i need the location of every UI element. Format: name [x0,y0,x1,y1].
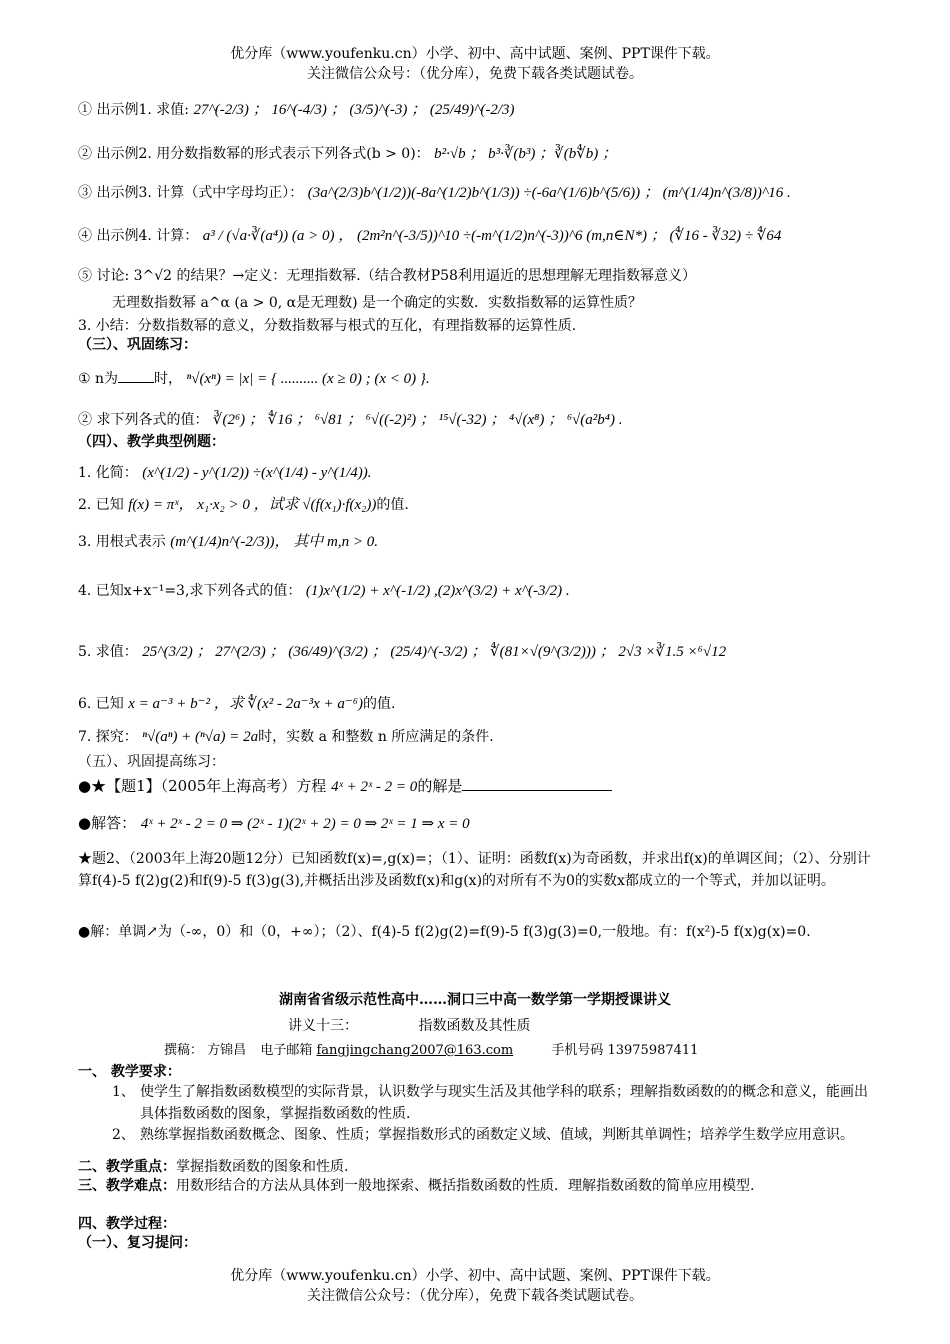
problem-2: ★题2、（2003年上海20题12分）已知函数f(x)=,g(x)=；（1）、证明：函数f(x)为奇函数，并求出f(x)的单调区间；（2）、分别计算f(4)-5 f(2)g(2)和f(9)-5 f(3)g(3),并概括出涉及函数f(x)和g(x)的对所有不为0的实数x都成立的一个等式，并加以证明。 [78,851,871,889]
example-item-6 [78,694,395,714]
practice-1 [78,368,430,389]
example-item-6-label: 6. 已知 [78,696,124,712]
email-link[interactable]: fangjingchang2007@163.com [316,1043,514,1058]
example-4 [78,226,781,246]
answer-blank[interactable] [118,368,154,383]
practice-1-mid: 时， [154,371,183,387]
section-3-title: （三）、巩固练习： [78,337,197,353]
practice-2-math: ∛(2⁶) ； ∜16 ； ⁶√81 ； ⁶√((-2)²) ； ¹⁵√(-32) ； ⁴√(x⁸) ； ⁶√(a²b⁴) . [212,412,623,428]
footer-line-2: 关注微信公众号：（优分库），免费下载各类试题试卷。 [307,1288,643,1304]
process-title: 四、教学过程： [78,1216,176,1232]
example-3 [78,183,791,203]
example-item-6-math: x = a⁻³ + b⁻² ，求 ∜(x² - 2a⁻³x + a⁻⁶) [128,696,364,712]
example-item-4-label: 4. 已知x+x⁻¹=3,求下列各式的值： [78,583,302,599]
example-2-label: ② 出示例2. 用分数指数幂的形式表示下列各式(b > 0)： [78,146,430,162]
answer-1 [78,813,470,834]
example-item-4 [78,581,570,601]
example-item-7-math: ⁿ√(aⁿ) + (ⁿ√a) = 2a [142,729,259,745]
problem-1-blank[interactable] [462,776,612,791]
example-item-3-label: 3. 用根式表示 [78,534,166,550]
lecture-title-row [288,1016,530,1036]
example-1-label: ① 出示例1. 求值: [78,102,189,118]
footer-line-1: 优分库（www.youfenku.cn）小学、初中、高中试题、案例、PPT课件下载。 [230,1268,720,1284]
answer-2: ●解：单调↗为（-∞，0）和（0，+∞）；（2）、f(4)-5 f(2)g(2)=f(9)-5 f(3)g(3)=0,一般地。有：f(x²)-5 f(x)g(x)=0. [78,924,811,940]
key-points [78,1157,348,1177]
lecture-number: 讲义十三： [288,1018,358,1034]
section-5-title: （五）、巩固提高练习： [78,754,225,770]
example-3-math: (3a^(2/3)b^(1/2))(-8a^(1/2)b^(1/3)) ÷(-6a^(1/6)b^(5/6)) ； (m^(1/4)n^(3/8))^16 . [307,185,791,201]
difficulties [78,1175,878,1197]
practice-2-label: ② 求下列各式的值： [78,412,209,428]
example-item-7-label: 7. 探究： [78,729,138,745]
problem-1-math: 4ˣ + 2ˣ - 2 = 0 [331,779,418,795]
difficulties-text: 用数形结合的方法从具体到一般地探索、概括指数函数的性质．理解指数函数的简单应用模型. [176,1178,755,1194]
example-item-1 [78,463,372,483]
example-item-6-tail: 的值. [363,696,396,712]
example-item-1-math: (x^(1/2) - y^(1/2)) ÷(x^(1/4) - y^(1/4)). [142,465,372,481]
difficulties-title: 三、教学难点： [78,1178,176,1194]
example-4-math: a³ / (√a·∛(a⁴)) (a > 0) ， (2m²n^(-3/5))^10 ÷(-m^(1/2)n^(-3))^6 (m,n∈N*) ； (∜16 - ∛32) ÷ ∜64 [202,228,782,244]
example-item-5-label: 5. 求值： [78,644,138,660]
example-item-2-math: f(x) = πˣ， x₁·x₂ > 0 ，试求 √(f(x₁)·f(x₂)) [128,497,377,513]
example-1 [78,100,515,120]
requirement-2 [112,1124,880,1146]
requirement-1 [112,1081,880,1125]
example-item-7 [78,727,494,747]
requirement-2-number: 2、 [112,1127,135,1143]
example-item-3 [78,532,378,552]
example-3-label: ③ 出示例3. 计算（式中字母均正）： [78,185,304,201]
example-2 [78,144,617,164]
example-item-3-math: (m^(1/4)n^(-2/3))， 其中 m,n > 0. [170,534,379,550]
summary: 3. 小结：分数指数幂的意义，分数指数幂与根式的互化，有理指数幂的运算性质. [78,318,577,334]
problem-1-post: 的解是 [417,777,463,795]
key-points-title: 二、教学重点： [78,1159,176,1175]
practice-1-math: ⁿ√(xⁿ) = |x| = { .......... (x ≥ 0) ; (x < 0) }. [186,371,430,387]
practice-2 [78,410,623,430]
example-1-math: 27^(-2/3) ； 16^(-4/3) ； (3/5)^(-3) ； (25/49)^(-2/3) [193,102,515,118]
answer-1-math: 4ˣ + 2ˣ - 2 = 0 ⇒ (2ˣ - 1)(2ˣ + 2) = 0 ⇒ 2ˣ = 1 ⇒ x = 0 [140,816,470,832]
example-item-5 [78,642,726,662]
example-item-7-tail: 时，实数 a 和整数 n 所应满足的条件. [258,729,494,745]
practice-1-pre: ① n为 [78,371,119,387]
answer-1-pre: ●解答： [78,814,137,832]
requirement-1-number: 1、 [112,1084,135,1100]
requirement-1-text: 使学生了解指数函数模型的实际背景，认识数学与现实生活及其他学科的联系；理解指数函数的的概念和意义，能画出具体指数函数的图象，掌握指数函数的性质. [140,1084,868,1122]
example-5-continued: 无理数指数幂 a^α (a > 0, α是无理数) 是一个确定的实数．实数指数幂的运算性质？ [112,295,643,311]
section-4-title: （四）、教学典型例题： [78,434,225,450]
problem-1-pre: ●★【题1】（2005年上海高考）方程 [78,777,327,795]
example-item-5-math: 25^(3/2) ； 27^(2/3) ； (36/49)^(3/2) ； (25/4)^(-3/2) ； ∜(81×√(9^(3/2))) ； 2√3 ×∛1.5 ×⁶√12 [142,644,727,660]
lecture-school: 湖南省省级示范性高中……洞口三中高一数学第一学期授课讲义 [279,992,671,1008]
phone-number: 13975987411 [607,1043,699,1058]
example-item-4-math: (1)x^(1/2) + x^(-1/2) ,(2)x^(3/2) + x^(-3/2) . [305,583,570,599]
author-label: 撰稿： [164,1043,204,1058]
example-item-1-label: 1. 化简： [78,465,138,481]
example-4-label: ④ 出示例4. 计算： [78,228,199,244]
header-line-1: 优分库（www.youfenku.cn）小学、初中、高中试题、案例、PPT课件下载。 [230,46,720,62]
author-row [164,1041,698,1061]
problem-1 [78,776,612,797]
email-label: 电子邮箱 [260,1043,313,1058]
key-points-text: 掌握指数函数的图象和性质. [176,1159,349,1175]
lecture-title: 指数函数及其性质 [418,1018,531,1034]
header-line-2: 关注微信公众号：（优分库），免费下载各类试题试卷。 [307,66,643,82]
requirement-2-text: 熟练掌握指数函数概念、图象、性质；掌握指数形式的函数定义域、值域，判断其单调性；培养学生数学应用意识。 [140,1127,854,1143]
phone-label: 手机号码 [551,1043,604,1058]
example-5: ⑤ 讨论: 3^√2 的结果？→定义：无理指数幂.（结合教材P58利用逼近的思想理解无理指数幂意义） [78,268,696,284]
author-name: 方锦昌 [207,1043,247,1058]
example-2-math: b²·√b ； b³·∛(b³) ；∛(b∜b) ； [434,146,618,162]
requirements-title: 一、 教学要求： [78,1064,181,1080]
example-item-2-tail: 的值. [376,497,409,513]
review-title: （一）、复习提问： [78,1235,197,1251]
example-item-2-label: 2. 已知 [78,497,124,513]
example-item-2 [78,495,409,515]
